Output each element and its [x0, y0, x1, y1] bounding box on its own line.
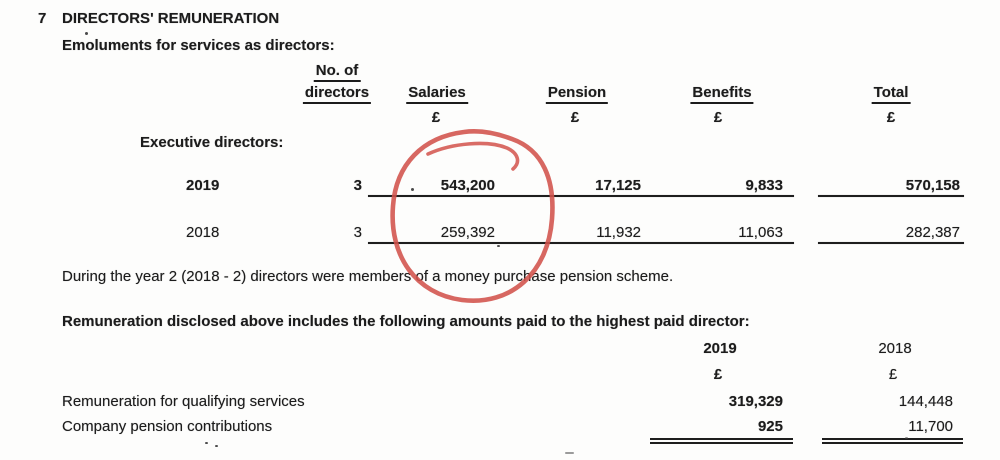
col-header-pension: Pension — [546, 84, 608, 104]
group-label-executive-directors: Executive directors: — [140, 134, 284, 151]
cell-directors: 3 — [353, 224, 362, 241]
cell-pension: 17,125 — [595, 177, 641, 194]
cell-current-year: 925 — [757, 418, 783, 435]
col-header-salaries: Salaries — [406, 84, 468, 104]
row-year: 2019 — [186, 177, 220, 194]
currency-symbol: £ — [888, 366, 898, 383]
table-rule — [818, 242, 964, 244]
cell-pension: 11,932 — [596, 224, 641, 241]
scan-artifact-dot — [411, 188, 414, 191]
scan-artifact-dot — [215, 445, 218, 447]
cell-benefits: 11,063 — [738, 224, 783, 241]
col-header-directors: directors — [303, 84, 371, 104]
scan-artifact-dot — [565, 452, 574, 454]
double-total-rule — [650, 438, 793, 444]
col-header-no-of: No. of — [314, 62, 361, 82]
double-total-rule — [822, 438, 963, 444]
cell-total: 282,387 — [905, 224, 960, 241]
scan-artifact-dot — [905, 437, 908, 439]
scan-artifact-dot — [85, 32, 88, 35]
currency-symbol: £ — [713, 109, 723, 126]
row-label: Company pension contributions — [62, 418, 273, 435]
year-header-current: 2019 — [703, 340, 737, 357]
section-title: DIRECTORS' REMUNERATION — [62, 10, 280, 27]
year-header-prior: 2018 — [878, 340, 912, 357]
cell-salaries: 259,392 — [440, 224, 495, 241]
table-rule — [818, 195, 964, 197]
currency-symbol: £ — [713, 366, 723, 383]
scan-artifact-dot — [497, 245, 500, 247]
pension-scheme-note: During the year 2 (2018 - 2) directors were members of a money purchase pension scheme. — [62, 268, 674, 285]
row-year: 2018 — [186, 224, 220, 241]
highest-paid-intro: Remuneration disclosed above includes the following amounts paid to the highest paid director: — [62, 313, 750, 330]
cell-current-year: 319,329 — [728, 393, 783, 410]
red-circle-tail — [428, 143, 518, 169]
col-header-total: Total — [872, 84, 911, 104]
currency-symbol: £ — [886, 109, 896, 126]
cell-prior-year: 144,448 — [898, 393, 953, 410]
scan-artifact-dot — [205, 442, 208, 444]
cell-salaries: 543,200 — [440, 177, 495, 194]
table-rule — [368, 242, 794, 244]
cell-total: 570,158 — [905, 177, 960, 194]
cell-directors: 3 — [353, 177, 362, 194]
col-header-benefits: Benefits — [690, 84, 753, 104]
section-subtitle: Emoluments for services as directors: — [62, 37, 335, 54]
currency-symbol: £ — [431, 109, 441, 126]
cell-benefits: 9,833 — [745, 177, 783, 194]
cell-prior-year: 11,700 — [908, 418, 953, 435]
table-rule — [368, 195, 794, 197]
row-label: Remuneration for qualifying services — [62, 393, 305, 410]
currency-symbol: £ — [570, 109, 580, 126]
section-number: 7 — [38, 10, 47, 27]
